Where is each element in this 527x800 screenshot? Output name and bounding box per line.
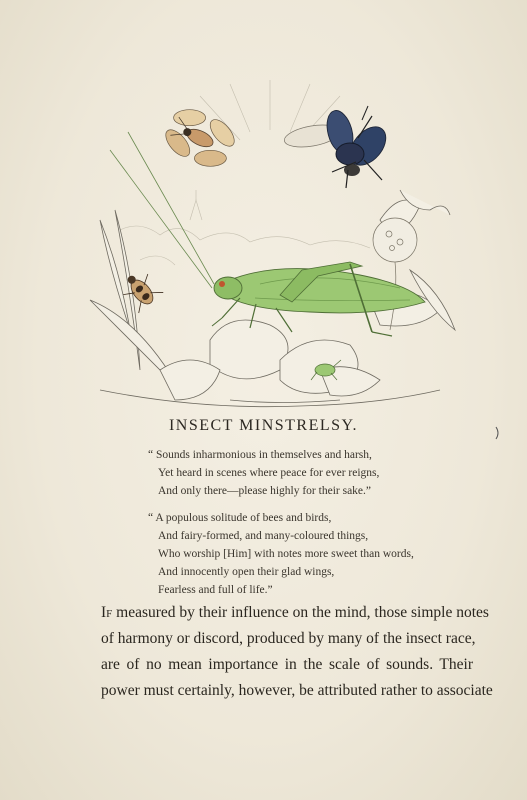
body-line-text: measured by their influence on the mind, those simple notes <box>112 604 489 621</box>
poem-line: Yet heard in scenes where peace for ever reigns, <box>158 467 380 479</box>
margin-mark <box>495 426 501 440</box>
chapter-title: INSECT MINSTRELSY. <box>168 417 359 434</box>
insect-illustration <box>80 70 460 410</box>
poem-line: “ A populous solitude of bees and birds, <box>148 512 332 524</box>
poem-line: And only there—please highly for their sake.” <box>158 485 372 497</box>
body-line <box>101 600 489 626</box>
background-sketch <box>120 80 370 265</box>
poem-line: And innocently open their glad wings, <box>158 566 335 578</box>
body-line: power must certainly, however, be attributed rather to associate <box>101 682 493 699</box>
body-paragraph <box>101 600 493 704</box>
poem-line: Who worship [Him] with notes more sweet than words, <box>158 548 414 560</box>
beetle-insect <box>283 106 393 188</box>
poem-line: And fairy-formed, and many-coloured things, <box>158 530 369 542</box>
poem-line: Fearless and full of life.” <box>158 584 273 596</box>
poem-stanza-2 <box>148 509 414 599</box>
drop-word: If <box>101 604 113 621</box>
wasp-insect <box>156 97 245 178</box>
poem-stanza-1 <box>148 446 379 500</box>
poem-line: “ Sounds inharmonious in themselves and harsh, <box>148 449 372 461</box>
body-line: of harmony or discord, produced by many of the insect race, <box>101 630 476 647</box>
body-line: are of no mean importance in the scale of sounds. Their <box>101 656 473 673</box>
